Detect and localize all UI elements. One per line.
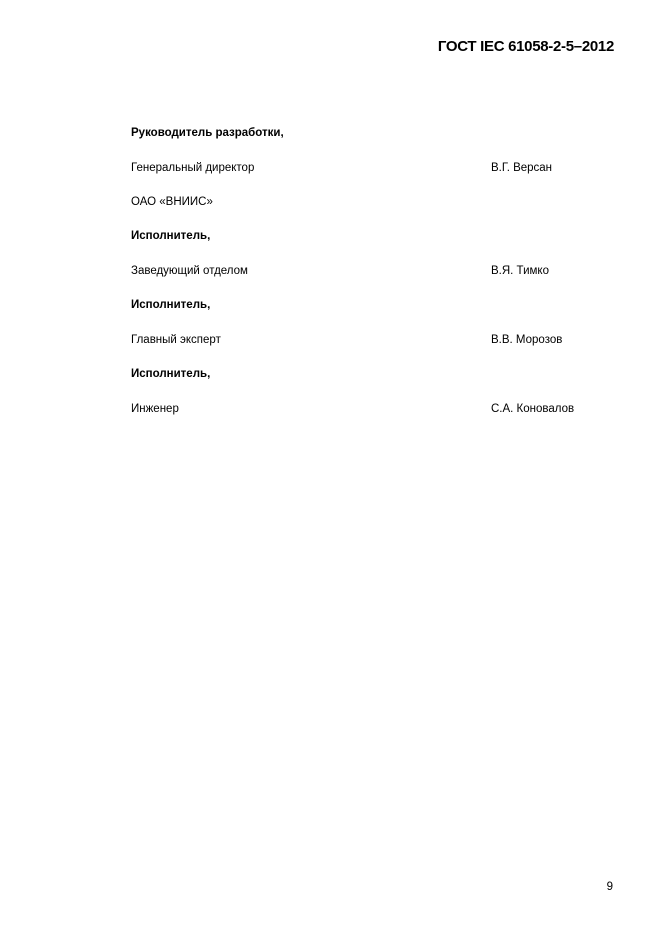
performer-heading-1: Исполнитель, [131, 230, 211, 242]
performer-2-name: В.В. Морозов [491, 334, 563, 346]
lead-position: Генеральный директор [131, 162, 255, 174]
lead-heading: Руководитель разработки, [131, 127, 284, 139]
performer-2-position: Главный эксперт [131, 334, 221, 346]
lead-name: В.Г. Версан [491, 162, 553, 174]
performer-3-position: Инженер [131, 403, 179, 415]
performer-1-name: В.Я. Тимко [491, 265, 549, 277]
standard-code-header: ГОСТ IEC 61058-2-5–2012 [437, 38, 614, 55]
performer-3-name: С.А. Коновалов [491, 403, 575, 415]
page-number: 9 [606, 881, 613, 893]
organization: ОАО «ВНИИС» [131, 196, 213, 208]
performer-heading-2: Исполнитель, [131, 299, 211, 311]
performer-1-position: Заведующий отделом [131, 265, 248, 277]
performer-heading-3: Исполнитель, [131, 368, 211, 380]
